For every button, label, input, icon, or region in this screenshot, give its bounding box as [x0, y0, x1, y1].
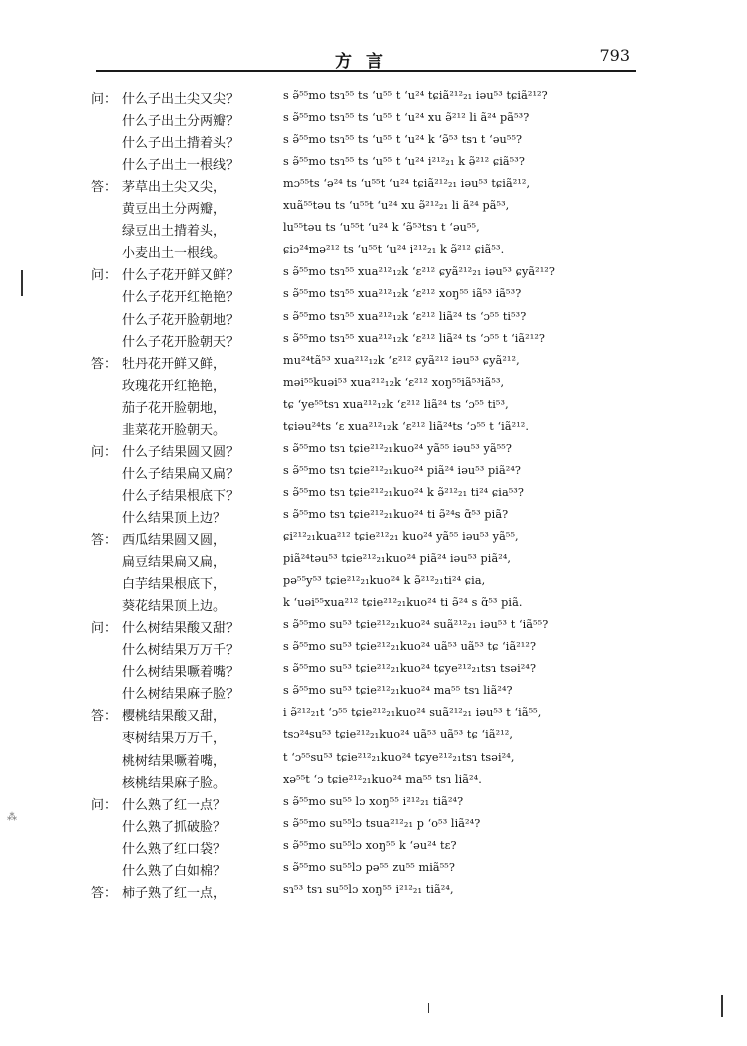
phonetic-transcription: s ə̃⁵⁵mo tsɿ⁵⁵ xua²¹²₁₂k ʻɛ²¹² ɕyã²¹²₂₁ iəu⁵³ ɕyã²¹²?	[283, 265, 555, 279]
text-line	[0, 218, 747, 240]
text-line	[0, 549, 747, 571]
chinese-text: 什么子花开鲜又鲜？	[122, 268, 240, 284]
chinese-text: 什么熟了红一点？	[122, 797, 227, 813]
answer-line	[0, 880, 747, 902]
scan-speck: ⁂	[7, 812, 17, 823]
answer-label: 答：	[91, 180, 118, 196]
chinese-text: 桃树结果噘着嘴，	[122, 753, 227, 769]
chinese-text: 什么子出土一根线？	[122, 158, 240, 174]
text-line	[0, 571, 747, 593]
question-label: 问：	[91, 444, 118, 460]
phonetic-transcription: s ə̃⁵⁵mo su⁵³ tɕie²¹²₂₁kuo²⁴ tɕye²¹²₂₁tsɿ tsəi²⁴?	[283, 662, 537, 676]
margin-mark	[428, 1003, 429, 1013]
phonetic-transcription: s ə̃⁵⁵mo tsɿ tɕie²¹²₂₁kuo²⁴ k ə̃²¹²₂₁ ti²⁴ ɕia⁵³?	[283, 485, 524, 499]
chinese-text: 黄豆出土分两瓣，	[122, 202, 227, 218]
chinese-text: 核桃结果麻子脸。	[122, 775, 227, 791]
text-line	[0, 395, 747, 417]
phonetic-transcription: s ə̃⁵⁵mo tsɿ⁵⁵ xua²¹²₁₂k ʻɛ²¹² liã²⁴ ts ʻɔ⁵⁵ ti⁵³?	[283, 309, 527, 323]
text-line	[0, 152, 747, 174]
text-line	[0, 593, 747, 615]
text-line	[0, 240, 747, 262]
chinese-text: 玫瑰花开红艳艳，	[122, 378, 227, 394]
question-label: 问：	[91, 797, 118, 813]
phonetic-transcription: mɔ⁵⁵ts ʻə²⁴ ts ʻu⁵⁵t ʻu²⁴ tɕiã²¹²₂₁ iəu⁵³ tɕiã²¹²,	[283, 177, 531, 191]
chinese-text: 白芋结果根底下，	[122, 577, 227, 593]
answer-line	[0, 174, 747, 196]
phonetic-transcription: s ə̃⁵⁵mo tsɿ tɕie²¹²₂₁kuo²⁴ ti ə̃²⁴s ɑ̃⁵³ piã?	[283, 507, 509, 521]
text-line	[0, 483, 747, 505]
text-line	[0, 307, 747, 329]
phonetic-transcription: s ə̃⁵⁵mo tsɿ tɕie²¹²₂₁kuo²⁴ yã⁵⁵ iəu⁵³ yã⁵⁵?	[283, 441, 512, 455]
text-line	[0, 659, 747, 681]
chinese-text: 什么子花开脸朝地？	[122, 312, 240, 328]
text-line	[0, 770, 747, 792]
phonetic-transcription: s ə̃⁵⁵mo su⁵⁵lɔ tsua²¹²₂₁ p ʻo⁵³ liã²⁴?	[283, 816, 481, 830]
chinese-text: 什么子出土尖又尖？	[122, 92, 240, 107]
question-label: 问：	[91, 92, 118, 107]
phonetic-transcription: s ə̃⁵⁵mo tsɿ⁵⁵ xua²¹²₁₂k ʻɛ²¹² liã²⁴ ts ʻɔ⁵⁵ t ʻiã²¹²?	[283, 331, 546, 345]
phonetic-transcription: tsɔ²⁴su⁵³ tɕie²¹²₂₁kuo²⁴ uã⁵³ uã⁵³ tɕ ʻiã²¹²,	[283, 728, 514, 742]
phonetic-transcription: s ə̃⁵⁵mo tsɿ⁵⁵ ts ʻu⁵⁵ t ʻu²⁴ xu ə̃²¹² li ã²⁴ pã⁵³?	[283, 111, 530, 125]
phonetic-transcription: ɕiɔ²⁴mə²¹² ts ʻu⁵⁵t ʻu²⁴ i²¹²₂₁ k ə̃²¹² ɕiã⁵³.	[283, 243, 505, 257]
chinese-text: 茄子花开脸朝地，	[122, 400, 227, 416]
chinese-text: 什么结果顶上边？	[122, 510, 227, 526]
chinese-text: 柿子熟了红一点，	[122, 885, 227, 901]
answer-line	[0, 703, 747, 725]
chinese-text: 什么子花开脸朝天？	[122, 334, 240, 350]
chinese-text: 樱桃结果酸又甜，	[122, 709, 227, 725]
chinese-text: 什么子结果扁又扁？	[122, 466, 240, 482]
text-line	[0, 461, 747, 483]
chinese-text: 什么子结果根底下？	[122, 488, 240, 504]
chinese-text: 什么熟了抓破脸？	[122, 819, 227, 835]
page-number: 793	[599, 46, 630, 65]
phonetic-transcription: i ə̃²¹²₂₁t ʻɔ⁵⁵ tɕie²¹²₂₁kuo²⁴ suã²¹²₂₁ iəu⁵³ t ʻiã⁵⁵,	[283, 706, 542, 720]
chinese-text: 什么树结果麻子脸？	[122, 687, 240, 703]
phonetic-transcription: mu²⁴tã⁵³ xua²¹²₁₂k ʻɛ²¹² ɕyã²¹² iəu⁵³ ɕyã²¹²,	[283, 353, 520, 367]
chinese-text: 枣树结果万万千，	[122, 731, 227, 747]
chinese-text: 扁豆结果扁又扁，	[122, 555, 227, 571]
phonetic-transcription: s ə̃⁵⁵mo tsɿ⁵⁵ ts ʻu⁵⁵ t ʻu²⁴ tɕiã²¹²₂₁ iəu⁵³ tɕiã²¹²?	[283, 89, 548, 102]
phonetic-transcription: tɕ ʻye⁵⁵tsɿ xua²¹²₁₂k ʻɛ²¹² liã²⁴ ts ʻɔ⁵⁵ ti⁵³,	[283, 397, 509, 411]
text-line	[0, 858, 747, 880]
chinese-text: 什么树结果酸又甜？	[122, 621, 240, 637]
answer-line	[0, 351, 747, 373]
chinese-text: 什么熟了白如棉？	[122, 863, 227, 879]
phonetic-transcription: s ə̃⁵⁵mo tsɿ tɕie²¹²₂₁kuo²⁴ piã²⁴ iəu⁵³ piã²⁴?	[283, 463, 522, 477]
question-line	[0, 262, 747, 284]
phonetic-transcription: xə⁵⁵t ʻɔ tɕie²¹²₂₁kuo²⁴ ma⁵⁵ tsɿ liã²⁴.	[283, 772, 482, 786]
answer-line	[0, 527, 747, 549]
text-line	[0, 748, 747, 770]
chinese-text: 什么树结果万万千？	[122, 643, 240, 659]
phonetic-transcription: t ʻɔ⁵⁵su⁵³ tɕie²¹²₂₁kuo²⁴ tɕye²¹²₂₁tsɿ tsəi²⁴,	[283, 750, 515, 764]
phonetic-transcription: pə⁵⁵y⁵³ tɕie²¹²₂₁kuo²⁴ k ə̃²¹²₂₁ti²⁴ ɕia,	[283, 574, 486, 588]
phonetic-transcription: piã²⁴təu⁵³ tɕie²¹²₂₁kuo²⁴ piã²⁴ iəu⁵³ piã²⁴,	[283, 552, 512, 566]
phonetic-transcription: s ə̃⁵⁵mo su⁵⁵lɔ xoŋ⁵⁵ k ʻəu²⁴ tɛ?	[283, 838, 457, 852]
text-line	[0, 417, 747, 439]
chinese-text: 绿豆出土揹着头，	[122, 224, 227, 240]
chinese-text: 什么子结果圆又圆？	[122, 444, 240, 460]
text-line	[0, 329, 747, 351]
chinese-text: 什么熟了红口袋？	[122, 841, 227, 857]
question-line	[0, 439, 747, 461]
chinese-text: 西瓜结果圆又圆，	[122, 533, 227, 548]
chinese-text: 什么子花开红艳艳？	[122, 290, 240, 306]
margin-mark	[721, 995, 723, 1017]
phonetic-transcription: məi⁵⁵kuəi⁵³ xua²¹²₁₂k ʻɛ²¹² xoŋ⁵⁵iã⁵³iã⁵³,	[283, 375, 505, 389]
question-line	[0, 615, 747, 637]
chinese-text: 茅草出土尖又尖，	[122, 180, 227, 196]
phonetic-transcription: s ə̃⁵⁵mo su⁵³ tɕie²¹²₂₁kuo²⁴ suã²¹²₂₁ iəu⁵³ t ʻiã⁵⁵?	[283, 618, 549, 632]
answer-label: 答：	[91, 885, 118, 901]
question-line	[0, 86, 747, 108]
text-line	[0, 108, 747, 130]
text-line	[0, 505, 747, 527]
text-line	[0, 725, 747, 747]
phonetic-transcription: s ə̃⁵⁵mo tsɿ⁵⁵ ts ʻu⁵⁵ t ʻu²⁴ k ʻə̃⁵³ tsɿ t ʻəu⁵⁵?	[283, 133, 523, 147]
question-line	[0, 792, 747, 814]
phonetic-transcription: s ə̃⁵⁵mo su⁵⁵ lɔ xoŋ⁵⁵ i²¹²₂₁ tiã²⁴?	[283, 794, 464, 808]
text-line	[0, 814, 747, 836]
phonetic-transcription: k ʻuəi⁵⁵xua²¹² tɕie²¹²₂₁kuo²⁴ ti ə̃²⁴ s ɑ̃⁵³ piã.	[283, 596, 523, 610]
phonetic-transcription: sɿ⁵³ tsɿ su⁵⁵lɔ xoŋ⁵⁵ i²¹²₂₁ tiã²⁴,	[283, 882, 454, 896]
answer-label: 答：	[91, 533, 118, 548]
question-label: 问：	[91, 268, 118, 284]
phonetic-transcription: s ə̃⁵⁵mo su⁵⁵lɔ pə⁵⁵ zu⁵⁵ miã⁵⁵?	[283, 860, 455, 874]
text-line	[0, 284, 747, 306]
text-line	[0, 836, 747, 858]
phonetic-transcription: s ə̃⁵⁵mo su⁵³ tɕie²¹²₂₁kuo²⁴ ma⁵⁵ tsɿ liã²⁴?	[283, 684, 513, 698]
text-line	[0, 681, 747, 703]
chinese-text: 韭菜花开脸朝天。	[122, 422, 227, 438]
chinese-text: 什么树结果噘着嘴？	[122, 665, 240, 681]
text-line	[0, 130, 747, 152]
page-header	[96, 44, 636, 72]
running-title: 方言	[335, 52, 397, 72]
phonetic-transcription: s ə̃⁵⁵mo tsɿ⁵⁵ ts ʻu⁵⁵ t ʻu²⁴ i²¹²₂₁ k ə̃²¹² ɕiã⁵³?	[283, 155, 525, 169]
text-line	[0, 373, 747, 395]
phonetic-transcription: xuã⁵⁵təu ts ʻu⁵⁵t ʻu²⁴ xu ə̃²¹²₂₁ li ã²⁴ pã⁵³,	[283, 199, 510, 213]
text-line	[0, 196, 747, 218]
chinese-text: 什么子出土分两瓣？	[122, 114, 240, 130]
text-line	[0, 637, 747, 659]
chinese-text: 什么子出土揹着头？	[122, 136, 240, 152]
question-label: 问：	[91, 621, 118, 637]
chinese-text: 葵花结果顶上边。	[122, 599, 227, 615]
answer-label: 答：	[91, 356, 118, 372]
phonetic-transcription: s ə̃⁵⁵mo tsɿ⁵⁵ xua²¹²₁₂k ʻɛ²¹² xoŋ⁵⁵ iã⁵³ iã⁵³?	[283, 287, 522, 301]
phonetic-transcription: s ə̃⁵⁵mo su⁵³ tɕie²¹²₂₁kuo²⁴ uã⁵³ uã⁵³ tɕ ʻiã²¹²?	[283, 640, 537, 654]
phonetic-transcription: lu⁵⁵təu ts ʻu⁵⁵t ʻu²⁴ k ʻə̃⁵³tsɿ t ʻəu⁵⁵,	[283, 221, 480, 235]
chinese-text: 小麦出土一根线。	[122, 246, 227, 262]
phonetic-transcription: tɕiəu²⁴ts ʻɛ xua²¹²₁₂k ʻɛ²¹² liã²⁴ts ʻɔ⁵⁵ t ʻiã²¹².	[283, 419, 530, 433]
chinese-text: 牡丹花开鲜又鲜，	[122, 356, 227, 372]
phonetic-transcription: ɕi²¹²₂₁kua²¹² tɕie²¹²₂₁ kuo²⁴ yã⁵⁵ iəu⁵³ yã⁵⁵,	[283, 530, 519, 543]
answer-label: 答：	[91, 709, 118, 725]
